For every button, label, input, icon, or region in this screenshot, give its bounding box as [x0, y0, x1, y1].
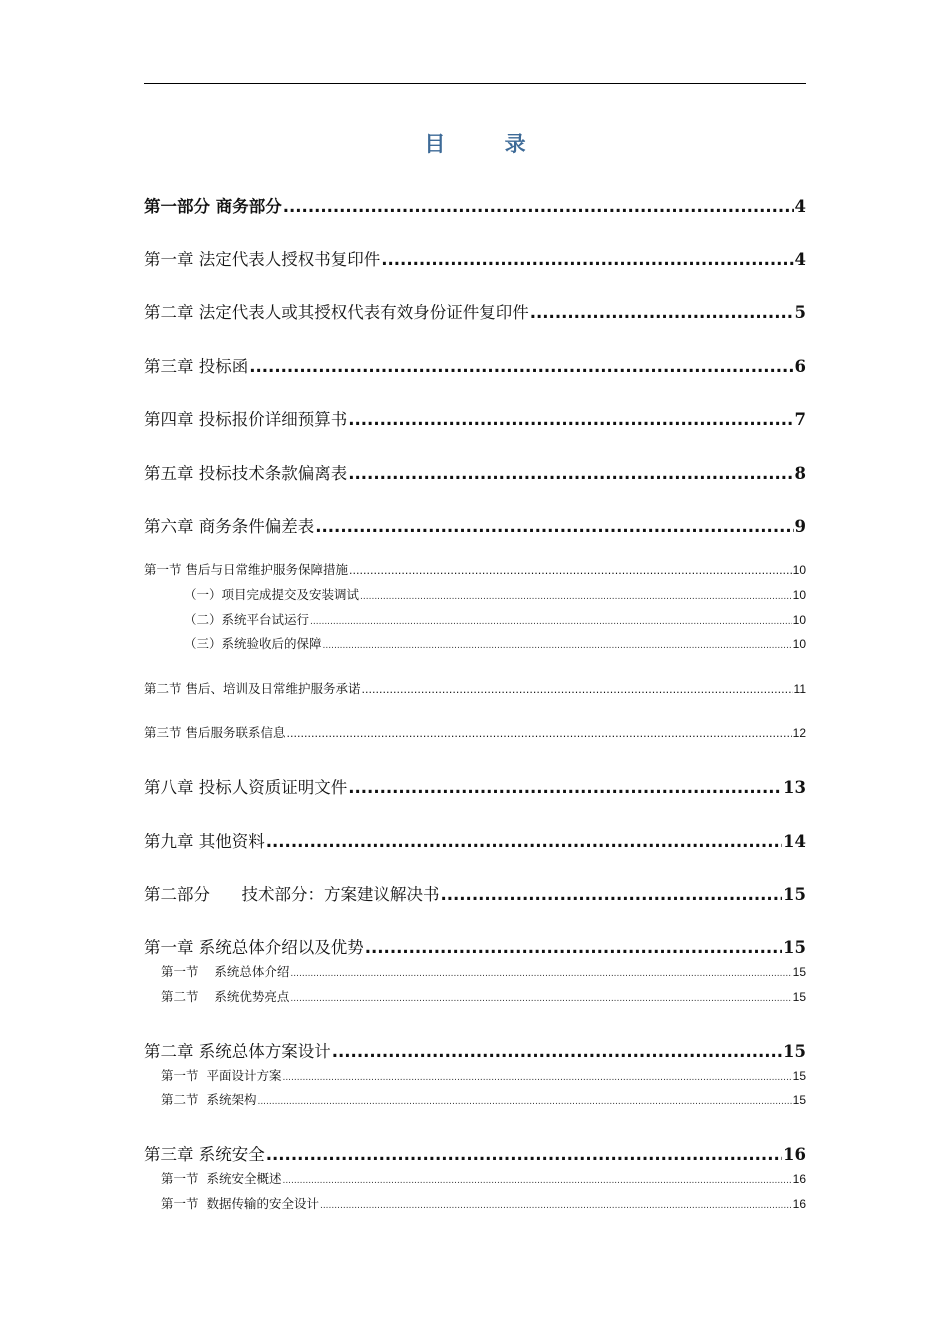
toc-dot-leader: [266, 1145, 782, 1164]
toc-dot-leader: [360, 592, 792, 602]
toc-entry-page: 15: [783, 1042, 806, 1061]
toc-entry-page: 12: [792, 726, 806, 740]
toc-dot-leader: [332, 1042, 782, 1061]
toc-dot-leader: [320, 1201, 792, 1211]
toc-entry-page: 15: [792, 990, 806, 1004]
toc-entry[interactable]: [161, 1090, 806, 1108]
toc-entry[interactable]: [161, 1066, 806, 1084]
toc-entry-page: 10: [792, 563, 806, 577]
toc-entry[interactable]: [144, 1141, 806, 1165]
toc-entry-label: 第一部分 商务部分: [144, 197, 282, 216]
toc-entry-label: 第二节 系统优势亮点: [161, 989, 290, 1004]
toc-dot-leader: [290, 994, 791, 1004]
toc-entry-page: 15: [783, 938, 806, 957]
toc-entry-label: （一）项目完成提交及安装调试: [184, 587, 360, 602]
toc-entry[interactable]: [184, 634, 806, 652]
toc-entry-label: 第一节 售后与日常维护服务保障措施: [144, 562, 348, 577]
toc-entry[interactable]: [184, 610, 806, 628]
toc-entry-label: 第三章 投标函: [144, 357, 249, 376]
toc-entry[interactable]: [144, 460, 806, 484]
toc-entry-label: 第二部分 技术部分：方案建议解决书: [144, 885, 440, 904]
toc-entry-page: 13: [783, 778, 806, 797]
toc-entry[interactable]: [184, 585, 806, 603]
toc-dot-leader: [290, 969, 791, 979]
toc-entry[interactable]: [144, 560, 806, 578]
toc-entry-label: 第一节 系统总体介绍: [161, 964, 290, 979]
toc-entry-page: 7: [794, 410, 806, 429]
toc-dot-leader: [323, 641, 792, 651]
toc-entry-label: 第一章 系统总体介绍以及优势: [144, 938, 364, 957]
toc-entry[interactable]: [161, 962, 806, 980]
toc-dot-leader: [310, 617, 792, 627]
toc-entry-label: （三）系统验收后的保障: [184, 636, 322, 651]
toc-entry[interactable]: [144, 679, 806, 697]
toc-entry-page: 4: [794, 197, 806, 216]
toc-entry-page: 10: [792, 613, 806, 627]
toc-entry-page: 8: [794, 464, 806, 483]
toc-dot-leader: [348, 464, 793, 483]
toc-entry-page: 6: [794, 357, 806, 376]
toc-entry-page: 16: [783, 1145, 806, 1164]
toc-dot-leader: [381, 250, 793, 269]
toc-entry-label: 第九章 其他资料: [144, 832, 265, 851]
toc-dot-leader: [530, 303, 794, 322]
toc-entry-page: 11: [793, 682, 806, 696]
toc-entry-label: 第二章 系统总体方案设计: [144, 1042, 331, 1061]
toc-entry-page: 15: [792, 965, 806, 979]
toc-entry-label: 第二节 系统架构: [161, 1092, 257, 1107]
toc-entry[interactable]: [144, 774, 806, 798]
toc-entry[interactable]: [161, 1194, 806, 1212]
toc-entry-page: 4: [794, 250, 806, 269]
toc-entry[interactable]: [144, 406, 806, 430]
toc-entry[interactable]: [144, 193, 806, 217]
toc-entry-label: 第一章 法定代表人授权书复印件: [144, 250, 381, 269]
toc-dot-leader: [257, 1097, 791, 1107]
toc-entry-page: 5: [794, 303, 806, 322]
toc-entry[interactable]: [144, 828, 806, 852]
toc-entry-label: 第五章 投标技术条款偏离表: [144, 464, 348, 483]
toc-dot-leader: [283, 197, 794, 216]
toc-entry-label: 第四章 投标报价详细预算书: [144, 410, 348, 429]
toc-dot-leader: [361, 683, 792, 696]
toc-dot-leader: [266, 832, 782, 851]
toc-dot-leader: [249, 357, 793, 376]
toc-entry-page: 10: [792, 588, 806, 602]
toc-entry[interactable]: [161, 1169, 806, 1187]
toc-entry-page: 16: [792, 1172, 806, 1186]
toc-entry-label: 第一节 数据传输的安全设计: [161, 1196, 319, 1211]
toc-entry[interactable]: [144, 246, 806, 270]
toc-entry-label: 第六章 商务条件偏差表: [144, 517, 315, 536]
toc-dot-leader: [440, 885, 782, 904]
toc-entry-label: 第八章 投标人资质证明文件: [144, 778, 348, 797]
toc-entry[interactable]: [144, 353, 806, 377]
toc-entry-label: 第一节 系统安全概述: [161, 1171, 282, 1186]
toc-entry-page: 15: [792, 1093, 806, 1107]
toc-dot-leader: [282, 1073, 791, 1083]
toc-entry[interactable]: [144, 513, 806, 537]
toc-entry-page: 15: [783, 885, 806, 904]
toc-dot-leader: [315, 517, 793, 536]
toc-entry[interactable]: [144, 299, 806, 323]
toc-entry-label: （二）系统平台试运行: [184, 612, 310, 627]
toc-dot-leader: [282, 1176, 791, 1186]
toc-entry[interactable]: [144, 934, 806, 958]
toc-entry-page: 16: [792, 1197, 806, 1211]
toc-dot-leader: [349, 564, 792, 577]
toc-entry-page: 15: [792, 1069, 806, 1083]
toc-entry-page: 10: [792, 637, 806, 651]
toc-dot-leader: [348, 778, 782, 797]
toc-entry-label: 第二节 售后、培训及日常维护服务承诺: [144, 681, 361, 696]
toc-entry-page: 9: [794, 517, 806, 536]
toc-entry-page: 14: [783, 832, 806, 851]
toc-entry-label: 第三章 系统安全: [144, 1145, 265, 1164]
toc-entry[interactable]: [144, 1038, 806, 1062]
toc-entry[interactable]: [144, 723, 806, 741]
toc-dot-leader: [365, 938, 782, 957]
toc-dot-leader: [348, 410, 793, 429]
toc-title: 目 录: [424, 132, 552, 156]
toc-entry[interactable]: [161, 987, 806, 1005]
toc-entry-label: 第一节 平面设计方案: [161, 1068, 282, 1083]
toc-dot-leader: [286, 727, 791, 740]
toc-entry-label: 第三节 售后服务联系信息: [144, 725, 286, 740]
toc-entry-label: 第二章 法定代表人或其授权代表有效身份证件复印件: [144, 303, 529, 322]
toc-entry[interactable]: [144, 881, 806, 905]
